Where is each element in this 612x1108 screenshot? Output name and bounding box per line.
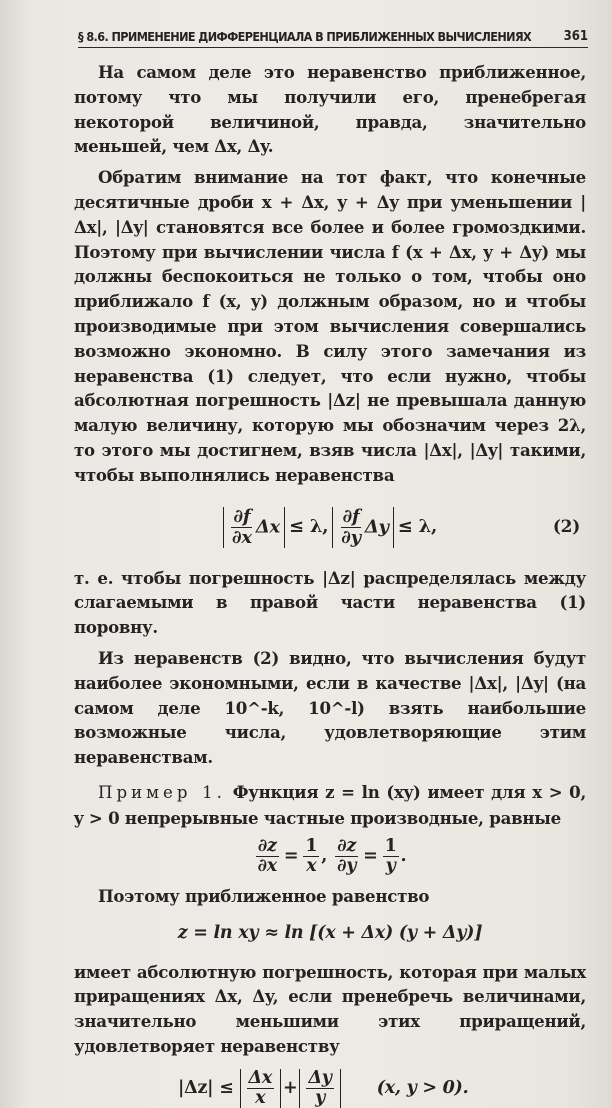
final-lhs: |Δz| ≤ (178, 1078, 234, 1099)
fraction-1-x: $\frac{1}{x}$ (305, 835, 318, 876)
paragraph-3: т. е. чтобы погрешность |Δz| распределялась между слагаемыми в правой части неравенства (1) поровну. (74, 567, 586, 638)
fraction-dx-x: $\frac{\Delta x}{x}$ (248, 1067, 273, 1108)
paragraph-6: имеет абсолютную погрешность, которая при малых приращениях Δx, Δy, если пренебречь величинами, значительно меньшими этих приращений, удовлетворяет неравенству (74, 961, 586, 1056)
period: . (400, 845, 407, 866)
equation-approx: z = ln xy ≈ ln [(x + Δx) (y + Δy)] (177, 922, 483, 943)
comma: , (321, 845, 328, 866)
fraction-dz-dy: $\frac{\partial z}{\partial y}$ (337, 835, 357, 876)
fraction-1-y: $\frac{1}{y}$ (384, 835, 397, 876)
plus-sign: + (283, 1078, 298, 1099)
abs-term-2: $\frac{\partial f}{\partial y}$ Δy (332, 507, 394, 548)
abs-frac-x (240, 1069, 282, 1108)
relation-1: ≤ λ, (289, 516, 329, 538)
equation-number: (2) (552, 517, 580, 538)
equals-sign: = (283, 845, 299, 866)
example-1 (74, 780, 586, 831)
equation-partials (74, 837, 586, 877)
paragraph-2: Обратим внимание на тот факт, что конечные десятичные дроби x + Δx, y + Δy при уменьшении |Δx|, |Δy| становятся все более и более громоздкими. Поэтому при вычислении числа f (x + Δx, y + Δy) мы должны беспокоиться не только о том, чтобы оно приближало f (x, y) должным образом, но и чтобы производимые при этом вычисления совершались возможно экономно. В силу этого замечания из неравенства (1) следует, что если нужно, чтобы абсолютная погрешность |Δz| не превышала данную малую величину, которую мы обозначим через 2λ, то этого мы достигнем, взяв числа |Δx|, |Δy| такими, чтобы выполнялись неравенства (74, 167, 586, 485)
example-text: Функция z = ln (xy) имеет для x > 0, y > 0 непрерывные частные производные, равные (74, 781, 587, 828)
running-header (78, 20, 588, 48)
equation-2 (74, 500, 586, 556)
fraction-df-dy: $\frac{\partial f}{\partial y}$ (341, 506, 361, 549)
fraction-dy-y: $\frac{\Delta y}{y}$ (308, 1067, 332, 1108)
relation-2: ≤ λ, (397, 516, 438, 538)
header-title: § 8.6. ПРИМЕНЕНИЕ ДИФФЕРЕНЦИАЛА В ПРИБЛИЖЕННЫХ ВЫЧИСЛЕНИЯХ (78, 29, 532, 44)
paragraph-5: Поэтому приближенное равенство (98, 886, 430, 907)
fraction-dz-dx: $\frac{\partial z}{\partial x}$ (257, 835, 277, 876)
example-label: Пример 1. (98, 782, 226, 802)
abs-term-1: $\frac{\partial f}{\partial x}$ Δx (223, 507, 285, 548)
paragraph-4: Из неравенств (2) видно, что вычисления будут наиболее экономными, если в качестве |Δx|, |Δy| (на самом деле 10^-k, 10^-l) взять наибольшие возможные числа, удовлетворяющие этим неравенствам. (74, 647, 586, 768)
page-number: 361 (563, 29, 588, 44)
final-condition: (x, y > 0). (376, 1078, 469, 1099)
abs-frac-y (299, 1069, 340, 1108)
equals-sign-2: = (363, 845, 378, 866)
page-body (74, 60, 586, 1108)
fraction-df-dx: $\frac{\partial f}{\partial x}$ (231, 506, 252, 549)
paragraph-1: На самом деле это неравенство приближенное, потому что мы получили его, пренебрегая некоторой величиной, правда, значительно меньшей, чем Δx, Δy. (74, 62, 586, 157)
equation-final (74, 1069, 586, 1108)
